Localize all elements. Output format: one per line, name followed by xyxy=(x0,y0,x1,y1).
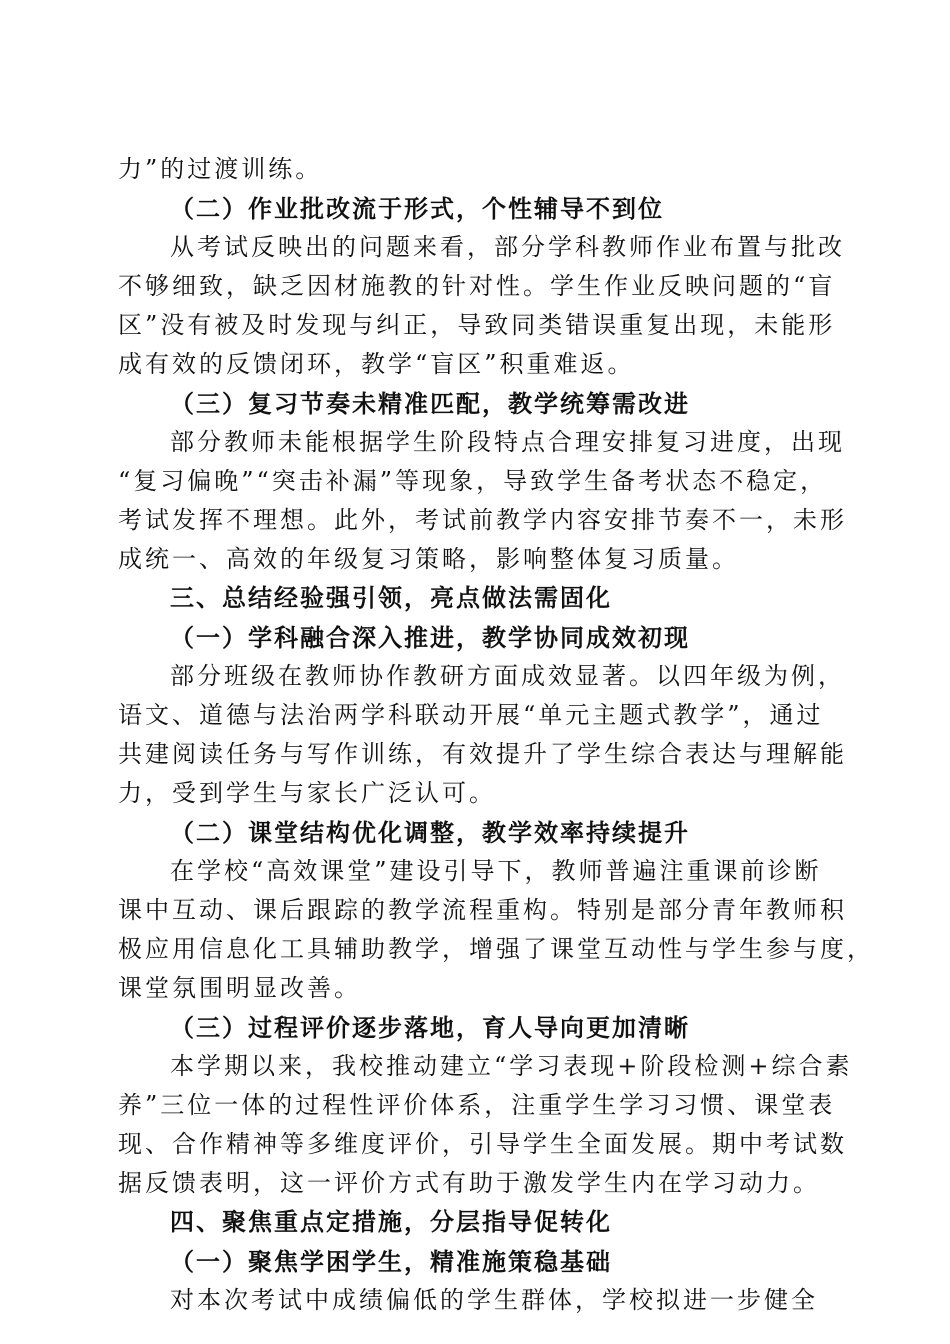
body-text-line: 课堂氛围明显改善。 xyxy=(118,974,361,1002)
body-text-line: 现、合作精神等多维度评价，引导学生全面发展。期中考试数 xyxy=(118,1130,847,1158)
body-text-line: 养”三位一体的过程性评价体系，注重学生学习习惯、课堂表 xyxy=(118,1091,836,1119)
subsection-heading: （三）过程评价逐步落地，育人导向更加清晰 xyxy=(170,1013,690,1042)
subsection-heading: （三）复习节奏未精准匹配，教学统筹需改进 xyxy=(170,389,690,418)
body-text-line: 极应用信息化工具辅助教学，增强了课堂互动性与学生参与度， xyxy=(118,935,874,963)
body-text-line: 部分班级在教师协作教研方面成效显著。以四年级为例， xyxy=(170,662,845,690)
body-text-line: 部分教师未能根据学生阶段特点合理安排复习进度，出现 xyxy=(170,428,845,456)
body-text-line: 课中互动、课后跟踪的教学流程重构。特别是部分青年教师积 xyxy=(118,896,847,924)
body-text-line: 语文、道德与法治两学科联动开展“单元主题式教学”，通过 xyxy=(118,701,824,729)
subsection-heading: （二）作业批改流于形式，个性辅导不到位 xyxy=(170,194,664,223)
body-text-line: 力，受到学生与家长广泛认可。 xyxy=(118,779,496,807)
body-text-line: 据反馈表明，这一评价方式有助于激发学生内在学习动力。 xyxy=(118,1169,820,1197)
section-heading: 三、总结经验强引领，亮点做法需固化 xyxy=(170,584,612,612)
body-text-line: 在学校“高效课堂”建设引导下，教师普遍注重课前诊断 xyxy=(170,857,822,885)
document-body xyxy=(118,150,874,1320)
section-heading: 四、聚焦重点定措施，分层指导促转化 xyxy=(170,1208,612,1236)
body-text-line: 对本次考试中成绩偏低的学生群体，学校拟进一步健全 xyxy=(170,1286,818,1314)
body-text-line: 成统一、高效的年级复习策略，影响整体复习质量。 xyxy=(118,545,739,573)
body-text-line: 本学期以来，我校推动建立“学习表现+阶段检测+综合素 xyxy=(170,1052,853,1080)
subsection-heading: （一）聚焦学困学生，精准施策稳基础 xyxy=(170,1247,612,1276)
subsection-heading: （二）课堂结构优化调整，教学效率持续提升 xyxy=(170,818,690,847)
body-text-line: 力”的过渡训练。 xyxy=(118,155,323,183)
body-text-line: “复习偏晚”“突击补漏”等现象，导致学生备考状态不稳定， xyxy=(118,467,828,495)
body-text-line: 从考试反映出的问题来看，部分学科教师作业布置与批改 xyxy=(170,233,845,261)
subsection-heading: （一）学科融合深入推进，教学协同成效初现 xyxy=(170,623,690,652)
body-text-line: 共建阅读任务与写作训练，有效提升了学生综合表达与理解能 xyxy=(118,740,847,768)
body-text-line: 不够细致，缺乏因材施教的针对性。学生作业反映问题的“盲 xyxy=(118,272,836,300)
body-text-line: 区”没有被及时发现与纠正，导致同类错误重复出现，未能形 xyxy=(118,311,836,339)
body-text-line: 考试发挥不理想。此外，考试前教学内容安排节奏不一，未形 xyxy=(118,506,847,534)
body-text-line: 成有效的反馈闭环，教学“盲区”积重难返。 xyxy=(118,350,635,378)
